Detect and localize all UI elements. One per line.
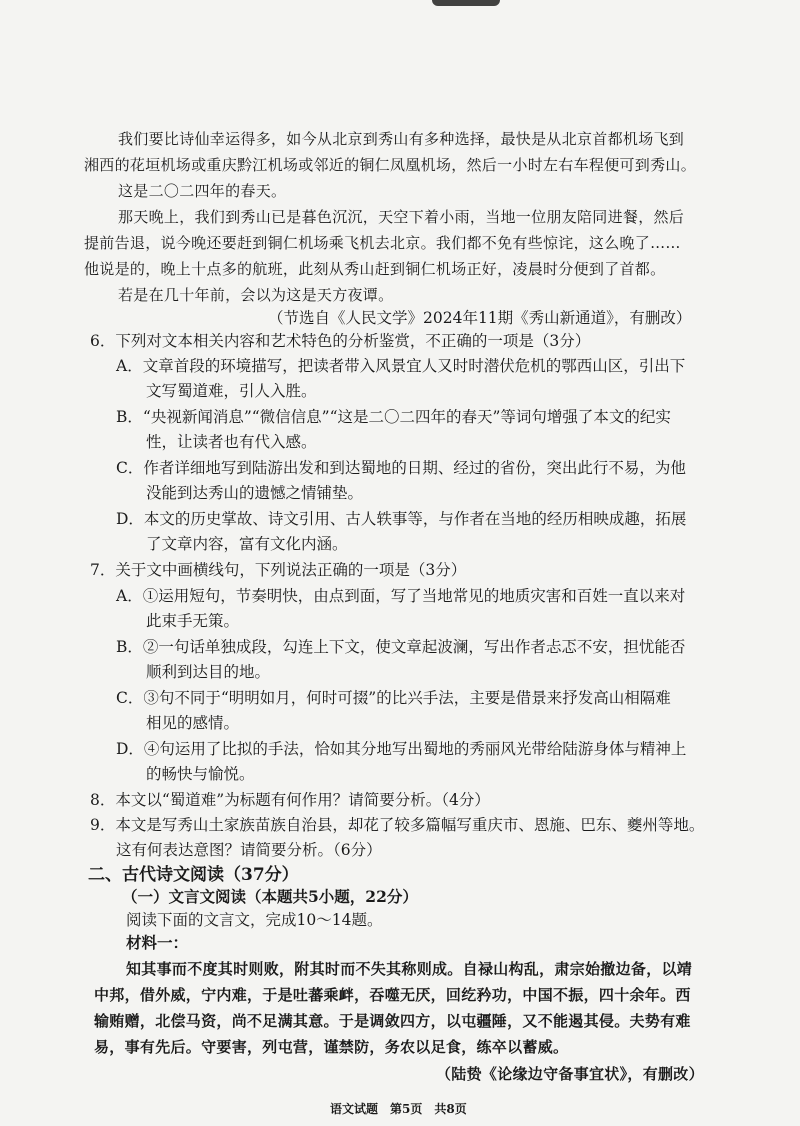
section-2-title: 二、古代诗文阅读（37分）	[88, 865, 299, 885]
passage-p3-line3: 他说是的，晚上十点多的航班，此刻从秀山赶到铜仁机场正好，凌晨时分便到了首都。	[84, 260, 666, 278]
q7-option-c-line1: C．③句不同于“明明如月，何时可掇”的比兴手法，主要是借景来抒发高山相隔难	[116, 689, 671, 707]
q6-option-b-line1: B．“央视新闻消息”“微信信息”“这是二〇二四年的春天”等词句增强了本文的纪实	[116, 408, 671, 426]
q6-option-c-line2: 没能到达秀山的遗憾之情铺垫。	[146, 484, 364, 502]
passage-p1-line2: 湘西的花垣机场或重庆黔江机场或邻近的铜仁凤凰机场，然后一小时左右车程便可到秀山。	[84, 156, 697, 174]
section-2-instruction: 阅读下面的文言文，完成10～14题。	[126, 911, 383, 929]
q6-option-d-line1: D．本文的历史掌故、诗文引用、古人轶事等，与作者在当地的经历相映成趣，拓展	[116, 510, 687, 528]
q7-option-a-line2: 此束手无策。	[146, 612, 240, 630]
classical-text-line1: 知其事而不度其时则败，附其时而不失其称则成。自禄山构乱，肃宗始撤边备，以靖	[126, 960, 693, 978]
passage-p3-line1: 那天晚上，我们到秀山已是暮色沉沉，天空下着小雨，当地一位朋友陪同进餐，然后	[118, 208, 685, 226]
passage-p2: 这是二〇二四年的春天。	[118, 182, 287, 200]
q6-stem: 6．下列对文本相关内容和艺术特色的分析鉴赏，不正确的一项是（3分）	[90, 332, 591, 350]
q7-option-d-line1: D．④句运用了比拟的手法，恰如其分地写出蜀地的秀丽风光带给陆游身体与精神上	[116, 740, 687, 758]
classical-text-line4: 易，事有先后。守要害，列屯营，谨禁防，务农以足食，练卒以蓄威。	[94, 1038, 569, 1056]
passage-p4: 若是在几十年前，会以为这是天方夜谭。	[118, 286, 394, 304]
q7-stem: 7．关于文中画横线句，下列说法正确的一项是（3分）	[90, 561, 467, 579]
q7-option-b-line1: B．②一句话单独成段，勾连上下文，使文章起波澜，写出作者忐忑不安，担忧能否	[116, 638, 686, 656]
q6-option-a-line2: 文写蜀道难，引人入胜。	[146, 382, 317, 400]
q8-stem: 8．本文以“蜀道难”为标题有何作用？请简要分析。（4分）	[90, 791, 490, 809]
q7-option-a-line1: A．①运用短句，节奏明快，由点到面，写了当地常见的地质灾害和百姓一直以来对	[116, 587, 686, 605]
q7-option-d-line2: 的畅快与愉悦。	[146, 765, 255, 783]
q7-option-c-line2: 相见的感情。	[146, 714, 240, 732]
classical-text-source: （陆贽《论缘边守备事宜状》，有删改）	[436, 1065, 704, 1083]
classical-text-line2: 中邦，借外威，宁内难，于是吐蕃乘衅，吞噬无厌，回纥矜功，中国不振，四十余年。西	[94, 986, 691, 1004]
q6-option-c-line1: C．作者详细地写到陆游出发和到达蜀地的日期、经过的省份，突出此行不易，为他	[116, 459, 686, 477]
q9-line1: 9．本文是写秀山土家族苗族自治县，却花了较多篇幅写重庆市、恩施、巴东、夔州等地。	[90, 816, 705, 834]
material-1-label: 材料一：	[126, 933, 189, 952]
classical-text-line3: 输贿赠，北偿马资，尚不足满其意。于是调敛四方，以屯疆陲，又不能遏其侵。夫势有难	[94, 1012, 691, 1030]
page-footer: 语文试题 第5页 共8页	[330, 1102, 467, 1116]
passage-p1-line1: 我们要比诗仙幸运得多，如今从北京到秀山有多种选择，最快是从北京首都机场飞到	[118, 130, 685, 148]
passage-p3-line2: 提前告退，说今晚还要赶到铜仁机场乘飞机去北京。我们都不免有些惊诧，这么晚了……	[84, 234, 681, 252]
q6-option-d-line2: 了文章内容，富有文化内涵。	[146, 535, 348, 553]
q6-option-b-line2: 性，让读者也有代入感。	[146, 433, 317, 451]
q6-option-a-line1: A．文章首段的环境描写，把读者带入风景宜人又时时潜伏危机的鄂西山区，引出下	[116, 357, 686, 375]
passage-source: （节选自《人民文学》2024年11期《秀山新通道》，有删改）	[268, 309, 692, 327]
q7-option-b-line2: 顺利到达目的地。	[146, 663, 271, 681]
section-2-subtitle: （一）文言文阅读（本题共5小题，22分）	[122, 887, 418, 906]
scan-mark	[432, 0, 500, 6]
q9-line2: 这有何表达意图？请简要分析。（6分）	[116, 841, 382, 859]
